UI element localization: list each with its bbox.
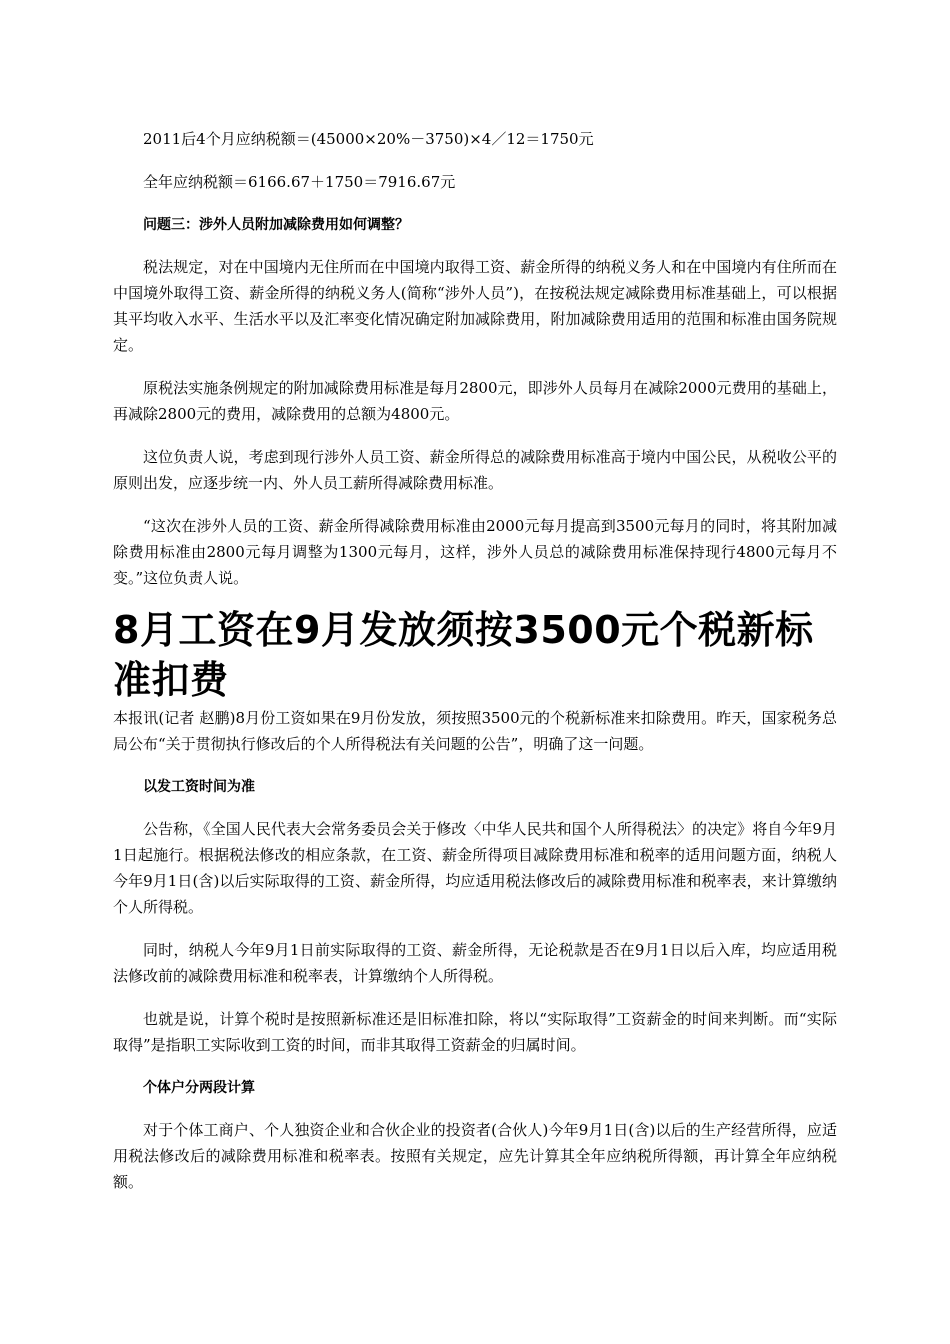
- paragraph-actual-receipt: 也就是说，计算个税时是按照新标准还是旧标准扣除，将以“实际取得”工资薪金的时间来判断。而“实际取得”是指职工实际收到工资的时间，而非其取得工资薪金的归属时间。: [113, 1010, 837, 1054]
- paragraph-quote: “这次在涉外人员的工资、薪金所得减除费用标准由2000元每月提高到3500元每月的同时，将其附加减除费用标准由2800元每月调整为1300元每月，这样，涉外人员总的减除费用标准保持现行4800元每月不变。”这位负责人说。: [113, 517, 837, 587]
- article-headline: 8月工资在9月发放须按3500元个税新标准扣费: [113, 608, 814, 702]
- paragraph-tax-law-provision: 税法规定，对在中国境内无住所而在中国境内取得工资、薪金所得的纳税义务人和在中国境内有住所而在中国境外取得工资、薪金所得的纳税义务人(简称“涉外人员”)，在按税法规定减除费用标准基础上，可以根据其平均收入水平、生活水平以及汇率变化情况确定附加减除费用，附加减除费用适用的范围和标准由国务院规定。: [113, 258, 837, 354]
- paragraph-original-standard: 原税法实施条例规定的附加减除费用标准是每月2800元，即涉外人员每月在减除2000元费用的基础上，再减除2800元的费用，减除费用的总额为4800元。: [113, 379, 837, 423]
- paragraph-before-september: 同时，纳税人今年9月1日前实际取得的工资、薪金所得，无论税款是否在9月1日以后入库，均应适用税法修改前的减除费用标准和税率表，计算缴纳个人所得税。: [113, 941, 837, 985]
- paragraph-individual-business: 对于个体工商户、个人独资企业和合伙企业的投资者(合伙人)今年9月1日(含)以后的生产经营所得，应适用税法修改后的减除费用标准和税率表。按照有关规定，应先计算其全年应纳税所得额，再计算全年应纳税额。: [113, 1121, 837, 1191]
- subheading-individual-business: 个体户分两段计算: [143, 1080, 255, 1096]
- article-lead: 本报讯(记者 赵鹏)8月份工资如果在9月份发放，须按照3500元的个税新标准来扣除费用。昨天，国家税务总局公布“关于贯彻执行修改后的个人所得税法有关问题的公告”，明确了这一问题。: [113, 709, 837, 753]
- document-page: [113, 0, 837, 1195]
- paragraph-official-statement: 这位负责人说，考虑到现行涉外人员工资、薪金所得总的减除费用标准高于境内中国公民，从税收公平的原则出发，应逐步统一内、外人员工薪所得减除费用标准。: [113, 448, 837, 492]
- paragraph-announcement: 公告称，《全国人民代表大会常务委员会关于修改〈中华人民共和国个人所得税法〉的决定》将自今年9月1日起施行。根据税法修改的相应条款，在工资、薪金所得项目减除费用标准和税率的适用问题方面，纳税人今年9月1日(含)以后实际取得的工资、薪金所得，均应适用税法修改后的减除费用标准和税率表，来计算缴纳个人所得税。: [113, 820, 837, 916]
- calc-line-remaining-months: 2011后4个月应纳税额＝(45000×20%－3750)×4／12＝1750元: [143, 130, 594, 148]
- calc-line-annual-total: 全年应纳税额＝6166.67＋1750＝7916.67元: [143, 173, 456, 191]
- question-three-heading: 问题三：涉外人员附加减除费用如何调整？: [143, 217, 409, 233]
- subheading-payment-time: 以发工资时间为准: [143, 779, 255, 795]
